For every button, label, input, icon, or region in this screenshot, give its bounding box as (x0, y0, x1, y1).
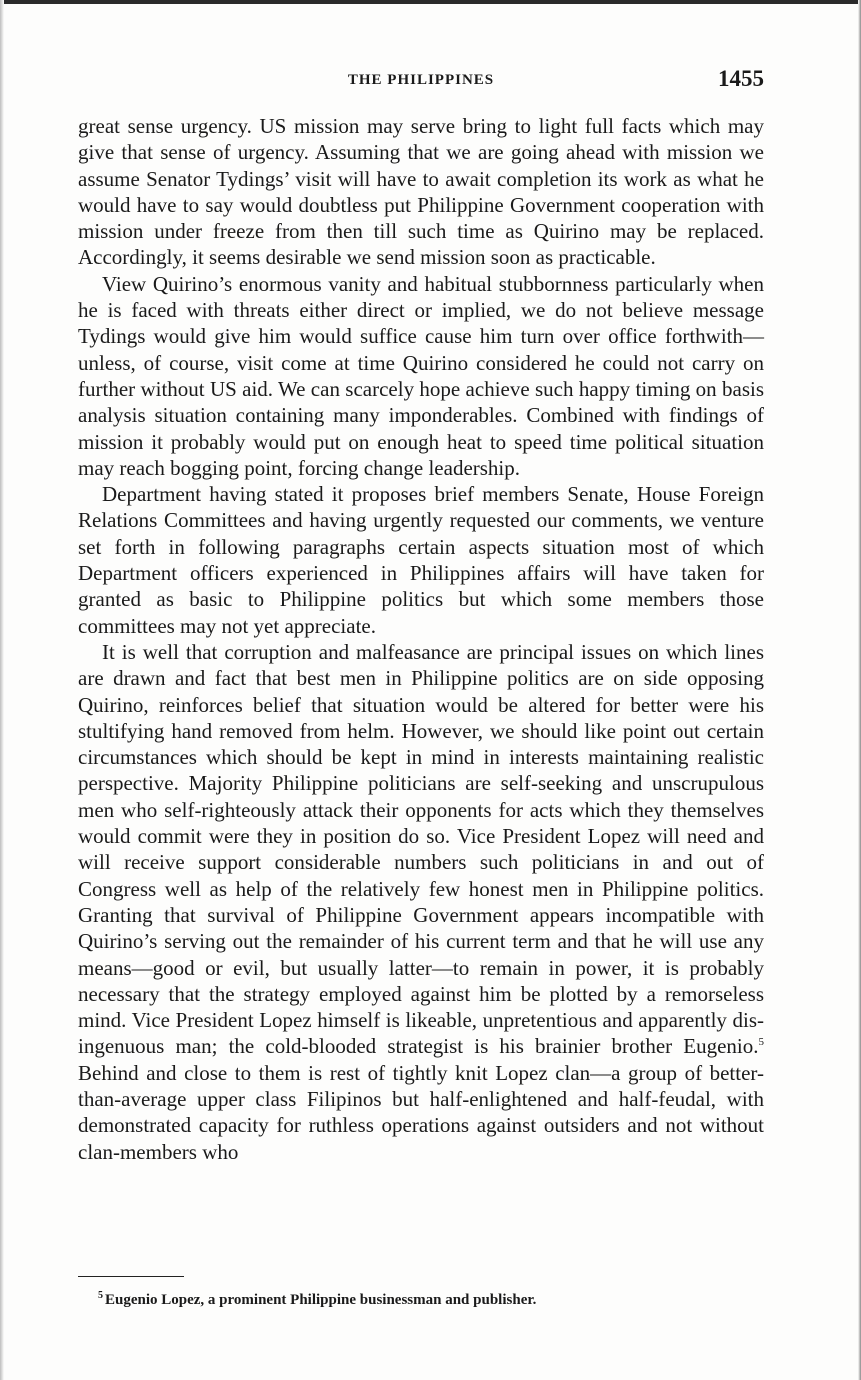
scan-top-border (0, 0, 861, 4)
paragraph-4 (78, 639, 764, 1165)
page-header (78, 66, 764, 96)
paragraph-2: View Quirino’s enormous vanity and habitual stubbornness particularly when he is faced with threats either direct or implied, we do not believe message Tydings would give him would suffice cause him turn over office forthwith—unless, of course, visit come at time Quirino considered he could not carry on further without US aid. We can scarcely hope achieve such happy timing on basis analysis situation containing many imponderables. Combined with findings of mission it probably would put on enough heat to speed time political situation may reach bogging point, forcing change leadership. (78, 271, 764, 480)
footnote-reference[interactable]: 5 (758, 1036, 764, 1049)
paragraph-4-text-b: Behind and close to them is rest of tightly knit Lopez clan—a group of better-than-average upper class Filipinos but half-enlightened and half-feudal, with demonstrated capacity for ruthless operations against outsiders and not without clan-members who (78, 1060, 764, 1164)
paragraph-1: great sense urgency. US mission may serve bring to light full facts which may give that sense of urgency. Assuming that we are going ahead with mission we assume Senator Tydings’ visit will have to await completion its work as what he would have to say would doubtless put Philippine Government cooperation with mission under freeze from then till such time as Quirino may be replaced. Accordingly, it seems desirable we send mission soon as practicable. (78, 114, 764, 270)
footnote-text: Eugenio Lopez, a prominent Philippine businessman and publisher. (105, 1292, 537, 1308)
footnote (98, 1290, 764, 1310)
paragraph-3: Department having stated it proposes brief members Senate, House Foreign Relations Committees and having urgently requested our comments, we venture set forth in following paragraphs certain aspects situation most of which Department officers experienced in Philippines affairs will have taken for granted as basic to Philippine politics but which some members those committees may not yet appreciate. (78, 482, 764, 638)
footnote-divider (78, 1276, 184, 1277)
running-head: THE PHILIPPINES (347, 72, 495, 88)
scan-left-edge (0, 0, 4, 1380)
footnote-mark: 5 (98, 1290, 103, 1301)
paragraph-4-text-a: It is well that corruption and malfeasance are principal issues on which lines are drawn and fact that best men in Philippine politics are on side opposing Quirino, reinforces belief that situation would be altered for better were his stultifying hand removed from helm. However, we should like point out certain circumstances which should be kept in mind in interests maintaining realistic perspective. Majority Philippine politicians are self-seeking and unscrupulous men who self-righteously attack their opponents for acts which they themselves would commit were they in position do so. Vice President Lopez will need and will receive support considerable numbers such politicians in and out of Congress well as help of the relatively few honest men in Philippine politics. Granting that survival of Philippine Government appears incompatible with Quirino’s serving out the remainder of his current term and that he will use any means—good or evil, but usually latter—to remain in power, it is probably necessary that the strategy employed against him be plotted by a remorseless mind. Vice President Lopez himself is likeable, unpretentious and apparently disingenuous man; the cold-blooded strategist is his brainier brother Eugenio. (78, 639, 764, 1059)
page-number: 1455 (718, 66, 764, 91)
body-text (78, 113, 764, 1165)
